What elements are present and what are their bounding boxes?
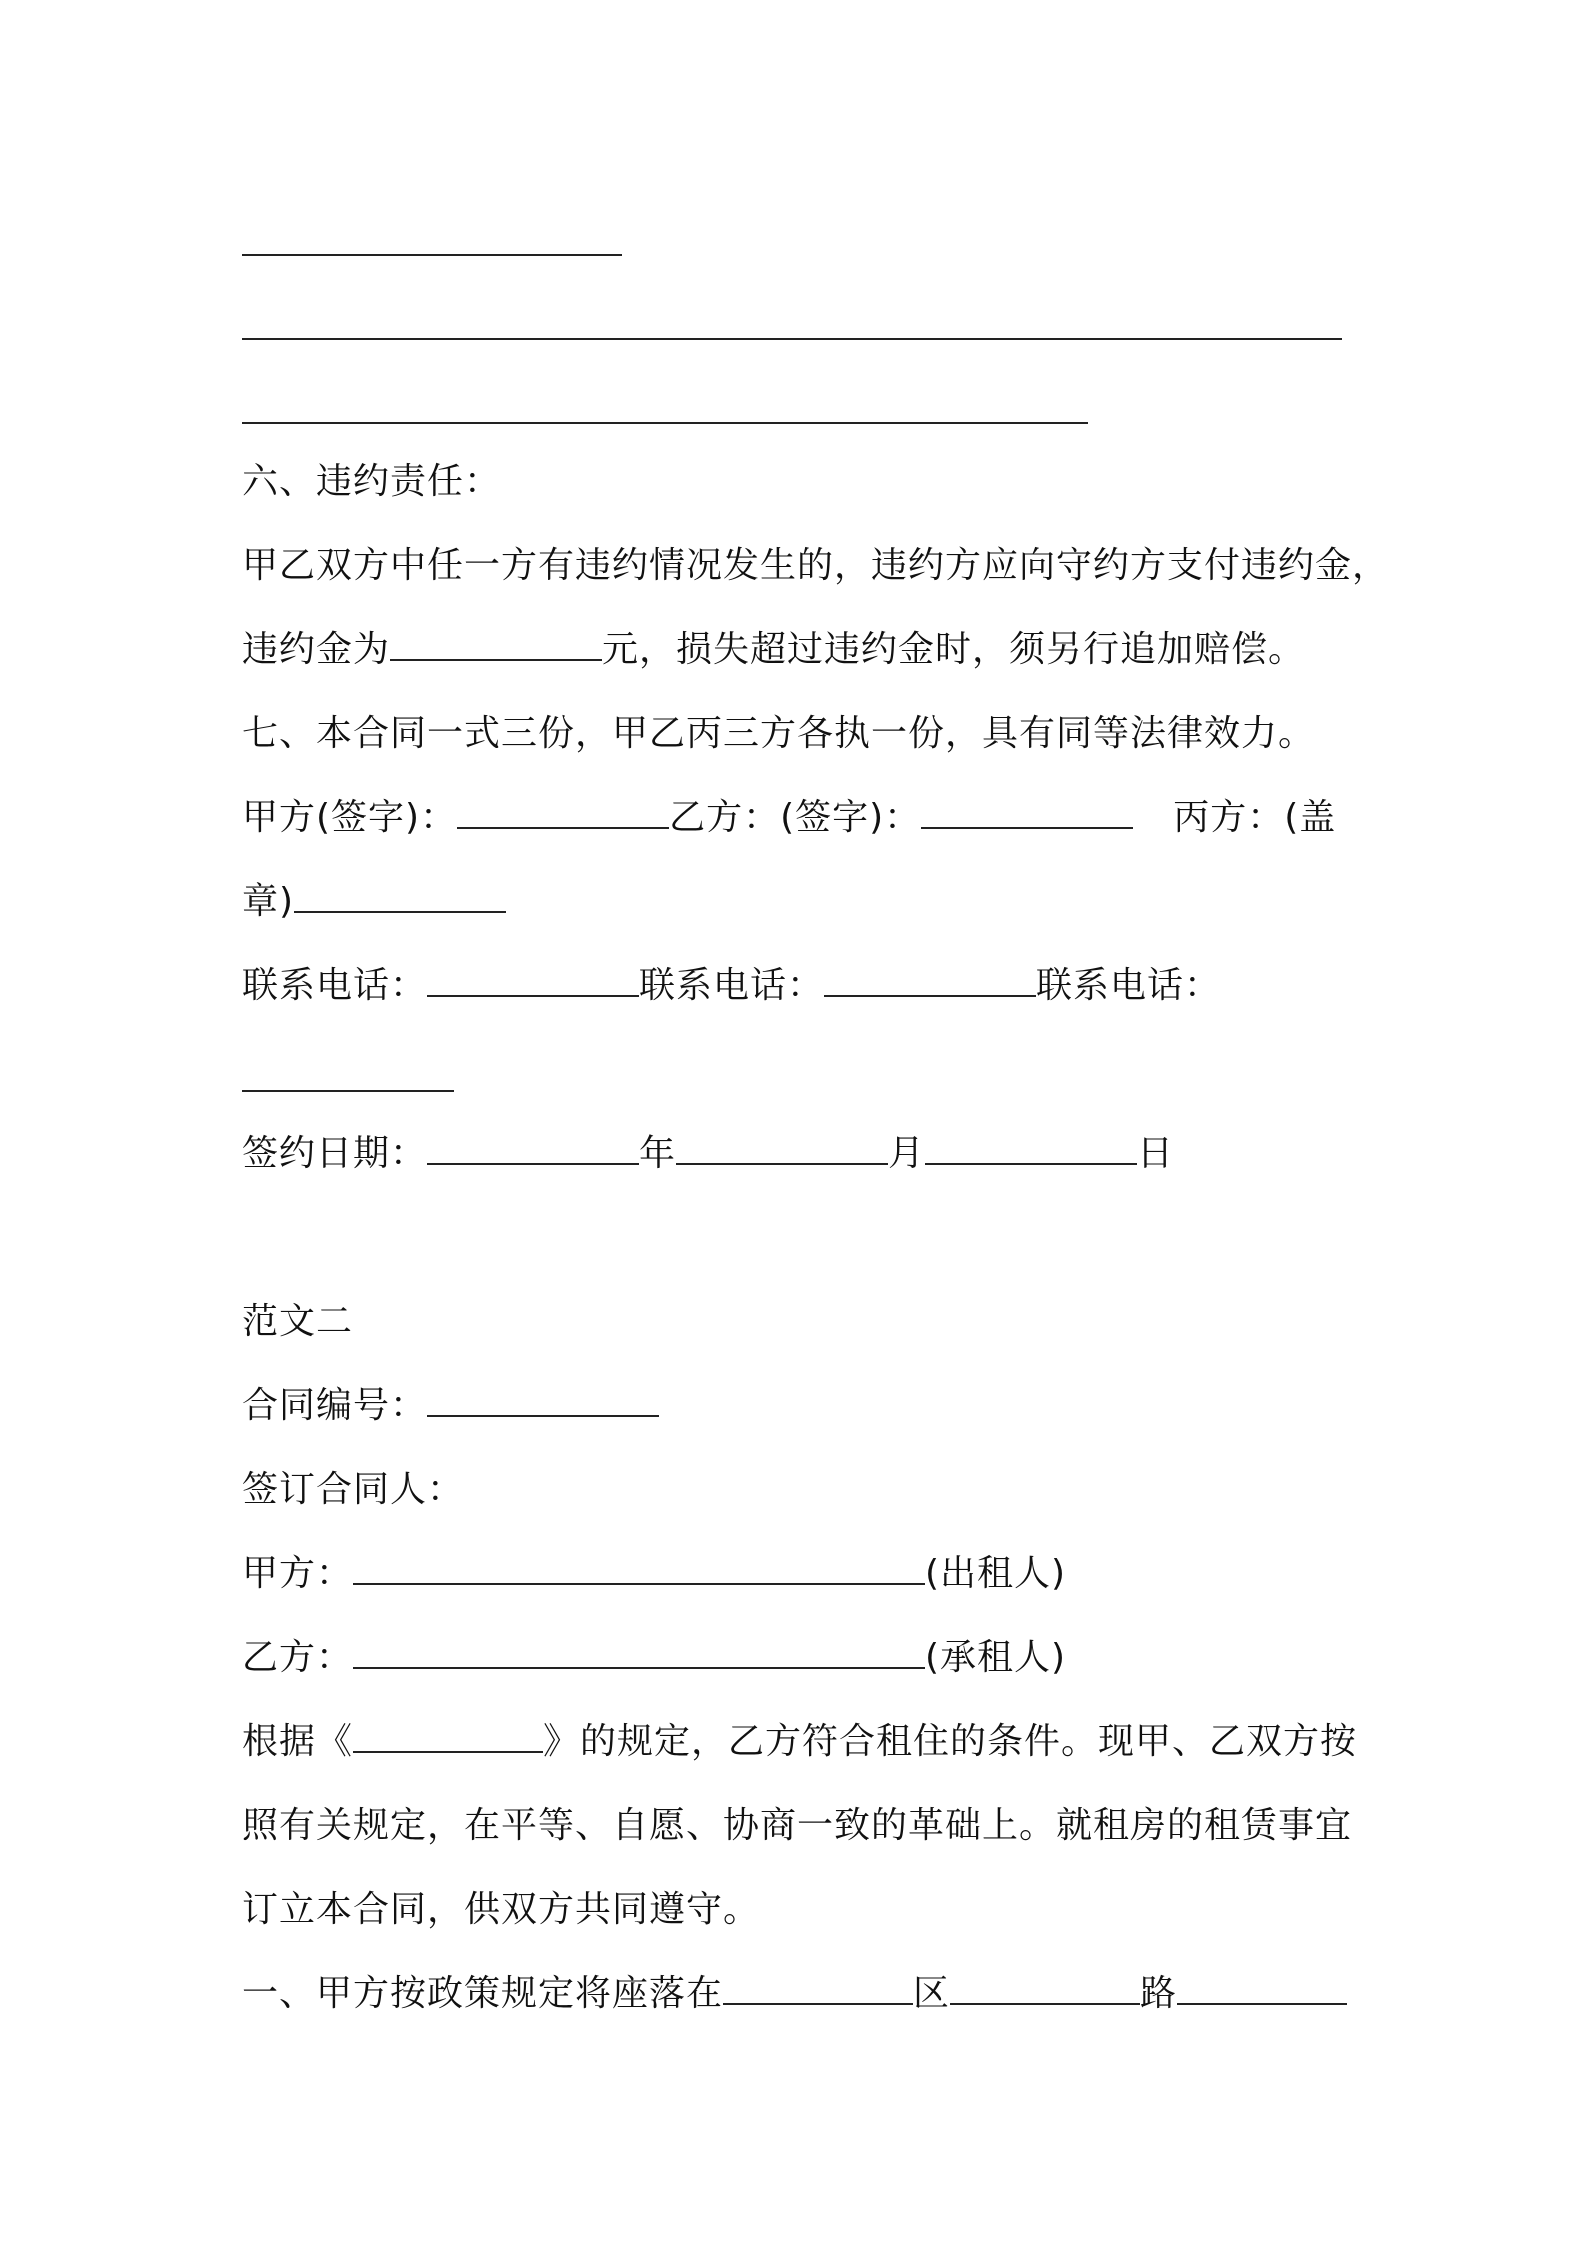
section6-line2-rest: 元，损失超过违约金时，须另行追加赔偿。 <box>602 629 1306 670</box>
preamble-line2 <box>242 1802 1352 1850</box>
party-c-phone-label: 联系电话： <box>1036 965 1222 1006</box>
sample2-title <box>242 1298 353 1346</box>
preamble-open: 根据《 <box>242 1721 354 1762</box>
section6-heading-text: 六、违约责任： <box>242 461 502 502</box>
year-label: 年 <box>639 1133 677 1174</box>
blank-underline-3 <box>242 422 1088 424</box>
blank-underline-2 <box>242 338 1342 340</box>
party-b-sign-field[interactable] <box>921 797 1133 829</box>
landlord-role: (出租人) <box>925 1553 1067 1594</box>
district-field[interactable] <box>723 1973 913 2005</box>
district-label: 区 <box>913 1973 951 2014</box>
date-line <box>242 1130 1174 1178</box>
signers-label: 签订合同人： <box>242 1469 465 1510</box>
signature-line <box>242 794 1336 842</box>
tenant-role: (承租人) <box>925 1637 1067 1678</box>
landlord-label: 甲方： <box>242 1553 354 1594</box>
item1-line <box>242 1970 1347 2018</box>
section6-line2-label: 违约金为 <box>242 629 391 670</box>
sign-date-label: 签约日期： <box>242 1133 428 1174</box>
day-label: 日 <box>1137 1133 1175 1174</box>
party-c-phone-field[interactable] <box>242 1090 454 1092</box>
contract-number-line <box>242 1382 659 1430</box>
section7-line <box>242 710 1315 758</box>
section6-line2 <box>242 626 1305 674</box>
signature-line-continued <box>242 878 506 926</box>
section6-line1 <box>242 542 1389 590</box>
road-field[interactable] <box>950 1973 1140 2005</box>
party-a-phone-field[interactable] <box>427 965 639 997</box>
tenant-label: 乙方： <box>242 1637 354 1678</box>
party-a-phone-label: 联系电话： <box>242 965 428 1006</box>
party-c-sign-label: 丙方：(盖 <box>1173 797 1337 838</box>
section7-text: 七、本合同一式三份，甲乙丙三方各执一份，具有同等法律效力。 <box>242 713 1316 754</box>
phone-line <box>242 962 1221 1010</box>
month-label: 月 <box>888 1133 926 1174</box>
preamble-line2-text: 照有关规定，在平等、自愿、协商一致的革础上。就租房的租赁事宜 <box>242 1805 1353 1846</box>
party-a-sign-field[interactable] <box>457 797 669 829</box>
penalty-amount-field[interactable] <box>390 629 602 661</box>
preamble-line1 <box>242 1718 1357 1766</box>
tenant-field[interactable] <box>353 1637 925 1669</box>
party-b-phone-label: 联系电话： <box>639 965 825 1006</box>
party-c-sign-field[interactable] <box>294 881 506 913</box>
year-field[interactable] <box>427 1133 639 1165</box>
party-b-sign-label: 乙方：(签字)： <box>669 797 922 838</box>
signers-line <box>242 1466 464 1514</box>
item1-text: 一、甲方按政策规定将座落在 <box>242 1973 724 2014</box>
preamble-line3-text: 订立本合同，供双方共同遵守。 <box>242 1889 761 1930</box>
sample2-title-text: 范文二 <box>242 1301 354 1342</box>
blank-underline-1 <box>242 254 622 256</box>
preamble-rest: 》的规定，乙方符合租住的条件。现甲、乙双方按 <box>543 1721 1358 1762</box>
contract-number-label: 合同编号： <box>242 1385 428 1426</box>
day-field[interactable] <box>925 1133 1137 1165</box>
tenant-line <box>242 1634 1066 1682</box>
preamble-line3 <box>242 1886 760 1934</box>
landlord-line <box>242 1550 1066 1598</box>
month-field[interactable] <box>676 1133 888 1165</box>
road-label: 路 <box>1140 1973 1178 2014</box>
party-b-phone-field[interactable] <box>824 965 1036 997</box>
contract-number-field[interactable] <box>427 1385 659 1417</box>
section6-heading <box>242 458 501 506</box>
party-a-sign-label: 甲方(签字)： <box>242 797 458 838</box>
address-number-field[interactable] <box>1177 1973 1347 2005</box>
regulation-name-field[interactable] <box>353 1721 543 1753</box>
landlord-field[interactable] <box>353 1553 925 1585</box>
party-c-sign-label-cont: 章) <box>242 881 295 922</box>
section6-line1-text: 甲乙双方中任一方有违约情况发生的，违约方应向守约方支付违约金， <box>242 545 1390 586</box>
